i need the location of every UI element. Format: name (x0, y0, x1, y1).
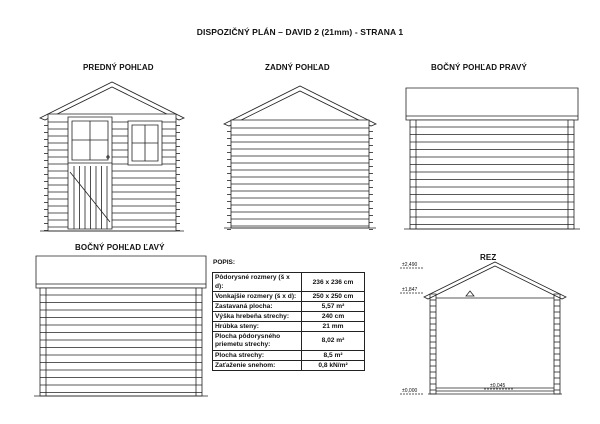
level-base: ±0,000 (402, 388, 418, 394)
spec-label: Výška hrebeňa strechy: (213, 312, 302, 322)
spec-label: Zaťaženie snehom: (213, 361, 302, 371)
spec-row (213, 292, 365, 302)
specs-table (212, 272, 365, 371)
section-view-label: REZ (480, 253, 497, 262)
spec-row (213, 361, 365, 371)
page-title: DISPOZIČNÝ PLÁN – DAVID 2 (21mm) - STRANA 1 (196, 27, 404, 37)
level-top: ±2,490 (402, 262, 418, 268)
spec-value: 8,5 m² (302, 351, 365, 361)
front-view-label: PREDNÝ POHĽAD (83, 63, 154, 72)
spec-row (213, 302, 365, 312)
spec-value: 8,02 m² (302, 332, 365, 351)
spec-value: 0,8 kN/m² (302, 361, 365, 371)
spec-label: Pôdorysné rozmery (š x d): (213, 273, 302, 292)
spec-row (213, 312, 365, 322)
level-eave: ±1,847 (402, 287, 418, 293)
spec-row (213, 273, 365, 292)
spec-value: 21 mm (302, 322, 365, 332)
spec-value: 5,57 m² (302, 302, 365, 312)
back-view-label: ZADNÝ POHĽAD (265, 63, 330, 72)
level-floor: ±0,045 (490, 383, 506, 389)
spec-row (213, 351, 365, 361)
section-drawing (400, 262, 566, 394)
spec-row (213, 322, 365, 332)
front-elevation (40, 82, 184, 231)
spec-label: Vonkajšie rozmery (š x d): (213, 292, 302, 302)
spec-label: Hrúbka steny: (213, 322, 302, 332)
spec-label: Zastavaná plocha: (213, 302, 302, 312)
right-side-view-label: BOČNÝ POHĽAD PRAVÝ (431, 63, 527, 72)
spec-label: Plocha strechy: (213, 351, 302, 361)
right-side-elevation (404, 88, 580, 229)
spec-row (213, 332, 365, 351)
spec-value: 240 cm (302, 312, 365, 322)
spec-label: Plocha pôdorysného priemetu strechy: (213, 332, 302, 351)
spec-value: 250 x 250 cm (302, 292, 365, 302)
description-label: POPIS: (213, 259, 236, 266)
spec-value: 236 x 236 cm (302, 273, 365, 292)
left-side-view-label: BOČNÝ POHĽAD ĽAVÝ (75, 243, 165, 252)
left-side-elevation (34, 256, 208, 396)
back-elevation (224, 86, 376, 230)
